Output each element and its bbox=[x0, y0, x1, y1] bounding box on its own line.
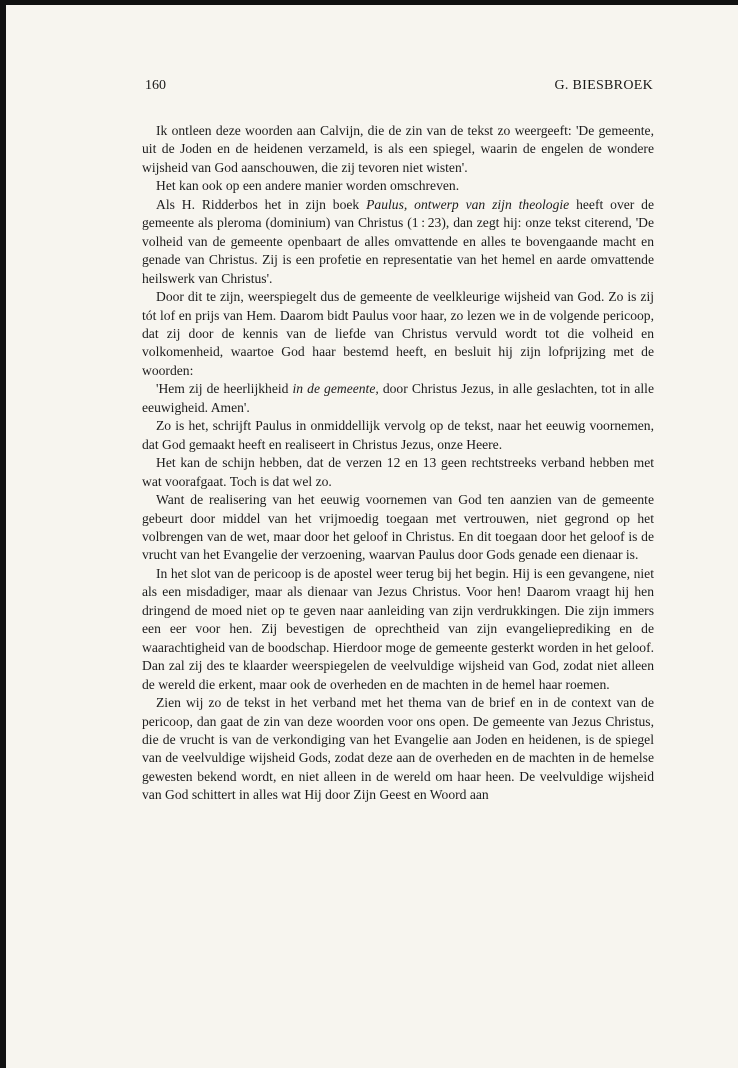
body-text bbox=[142, 122, 654, 805]
book-title-italic: Paulus, ontwerp van zijn theologie bbox=[366, 196, 570, 212]
paragraph-2 bbox=[142, 177, 654, 195]
paragraph-text: Ik ontleen deze woorden aan Calvijn, die de zin van de tekst zo weergeeft: 'De gemeente, uit de Joden en de heidenen verzameld, is als een spiegel, waarin de engelen de wondere wijsheid van God aanschouwen, die zij tevoren niet wisten'. bbox=[142, 123, 654, 175]
paragraph-text: door Christus Jezus, in alle geslachten, tot in alle eeuwigheid. Amen'. bbox=[142, 381, 654, 415]
paragraph-text: 'Hem zij de heerlijkheid bbox=[156, 381, 293, 397]
paragraph-text: Want de realisering van het eeuwig voornemen van God ten aanzien van de gemeente gebeurt door middel van het vrijmoedig toegaan met vertrouwen, niet gegrond op het volbrengen van de wet, maar door het geloof in Christus. En dit toegaan door het geloof is de vrucht van het Evangelie der verzoening, waarvan Paulus door Gods genade een dienaar is. bbox=[142, 492, 654, 563]
paragraph-9 bbox=[142, 565, 654, 694]
page-number: 160 bbox=[145, 78, 166, 93]
paragraph-6 bbox=[142, 417, 654, 454]
paragraph-text: Zo is het, schrijft Paulus in onmiddellijk vervolg op de tekst, naar het eeuwig voornemen, dat God gemaakt heeft en realiseert in Christus Jezus, onze Heere. bbox=[142, 418, 654, 452]
paragraph-5 bbox=[142, 380, 654, 417]
paragraph-8 bbox=[142, 491, 654, 565]
scan-edge-top bbox=[0, 0, 738, 5]
paragraph-text: Zien wij zo de tekst in het verband met het thema van de brief en in de context van de pericoop, dan gaat de zin van deze woorden voor ons open. De gemeente van Jezus Christus, die de vrucht is van de verkondiging van het Evangelie aan Joden en heidenen, is de spiegel van de veelvuldige wijsheid Gods, zodat deze aan de overheden en de machten in de hemelse gewesten bekend wordt, en niet alleen in de wereld om haar heen. De veelvuldige wijsheid van God schittert in alles wat Hij door Zijn Geest en Woord aan bbox=[142, 695, 654, 803]
running-head: G. BIESBROEK bbox=[554, 78, 653, 93]
paragraph-1 bbox=[142, 122, 654, 177]
emphasis-italic: in de gemeente, bbox=[292, 381, 379, 397]
paragraph-text: Als H. Ridderbos het in zijn boek bbox=[156, 196, 367, 212]
paragraph-4 bbox=[142, 288, 654, 380]
page-header bbox=[145, 78, 653, 102]
paragraph-7 bbox=[142, 454, 654, 491]
paragraph-text: Het kan ook op een andere manier worden omschreven. bbox=[156, 178, 460, 194]
paragraph-text: Door dit te zijn, weerspiegelt dus de gemeente de veelkleurige wijsheid van God. Zo is zij tót lof en prijs van Hem. Daarom bidt Paulus voor haar, zo lezen we in de volgende pericoop, dat zij door de kennis van de liefde van Christus vervuld wordt tot die volheid en volkomenheid, waartoe God haar bestemd heeft, en besluit hij zijn lofprijzing met de woorden: bbox=[142, 289, 654, 378]
paragraph-3 bbox=[142, 196, 654, 288]
paragraph-text: heeft over de gemeente als pleroma (dominium) van Christus (1 : 23), dan zegt hij: onze tekst citerend, 'De volheid van de gemeente openbaart de alles omvattende en alles te bovengaande macht en genade van Christus. Zij is een profetie en representatie van het hemel en aarde omvattende heilswerk van Christus'. bbox=[142, 196, 655, 286]
paragraph-10 bbox=[142, 694, 654, 805]
paragraph-text: In het slot van de pericoop is de apostel weer terug bij het begin. Hij is een gevangene, niet als een misdadiger, maar als dienaar van Jezus Christus. Voor hen! Daarom vraagt hij hen dringend de moed niet op te geven naar aanleiding van zijn verdrukkingen. Die zijn immers een eer voor hen. Zij bevestigen de oprechtheid van zijn evangelieprediking en de waarachtigheid van de boodschap. Hierdoor moge de gemeente gesterkt worden in het geloof. Dan zal zij des te klaarder weerspiegelen de veelvuldige wijsheid van God, zodat niet alleen de wereld die erkent, maar ook de overheden en de machten in de hemel haar roemen. bbox=[142, 565, 654, 692]
scan-edge-left bbox=[0, 0, 6, 1068]
paragraph-text: Het kan de schijn hebben, dat de verzen 12 en 13 geen rechtstreeks verband hebben met wat voorafgaat. Toch is dat wel zo. bbox=[142, 455, 654, 489]
